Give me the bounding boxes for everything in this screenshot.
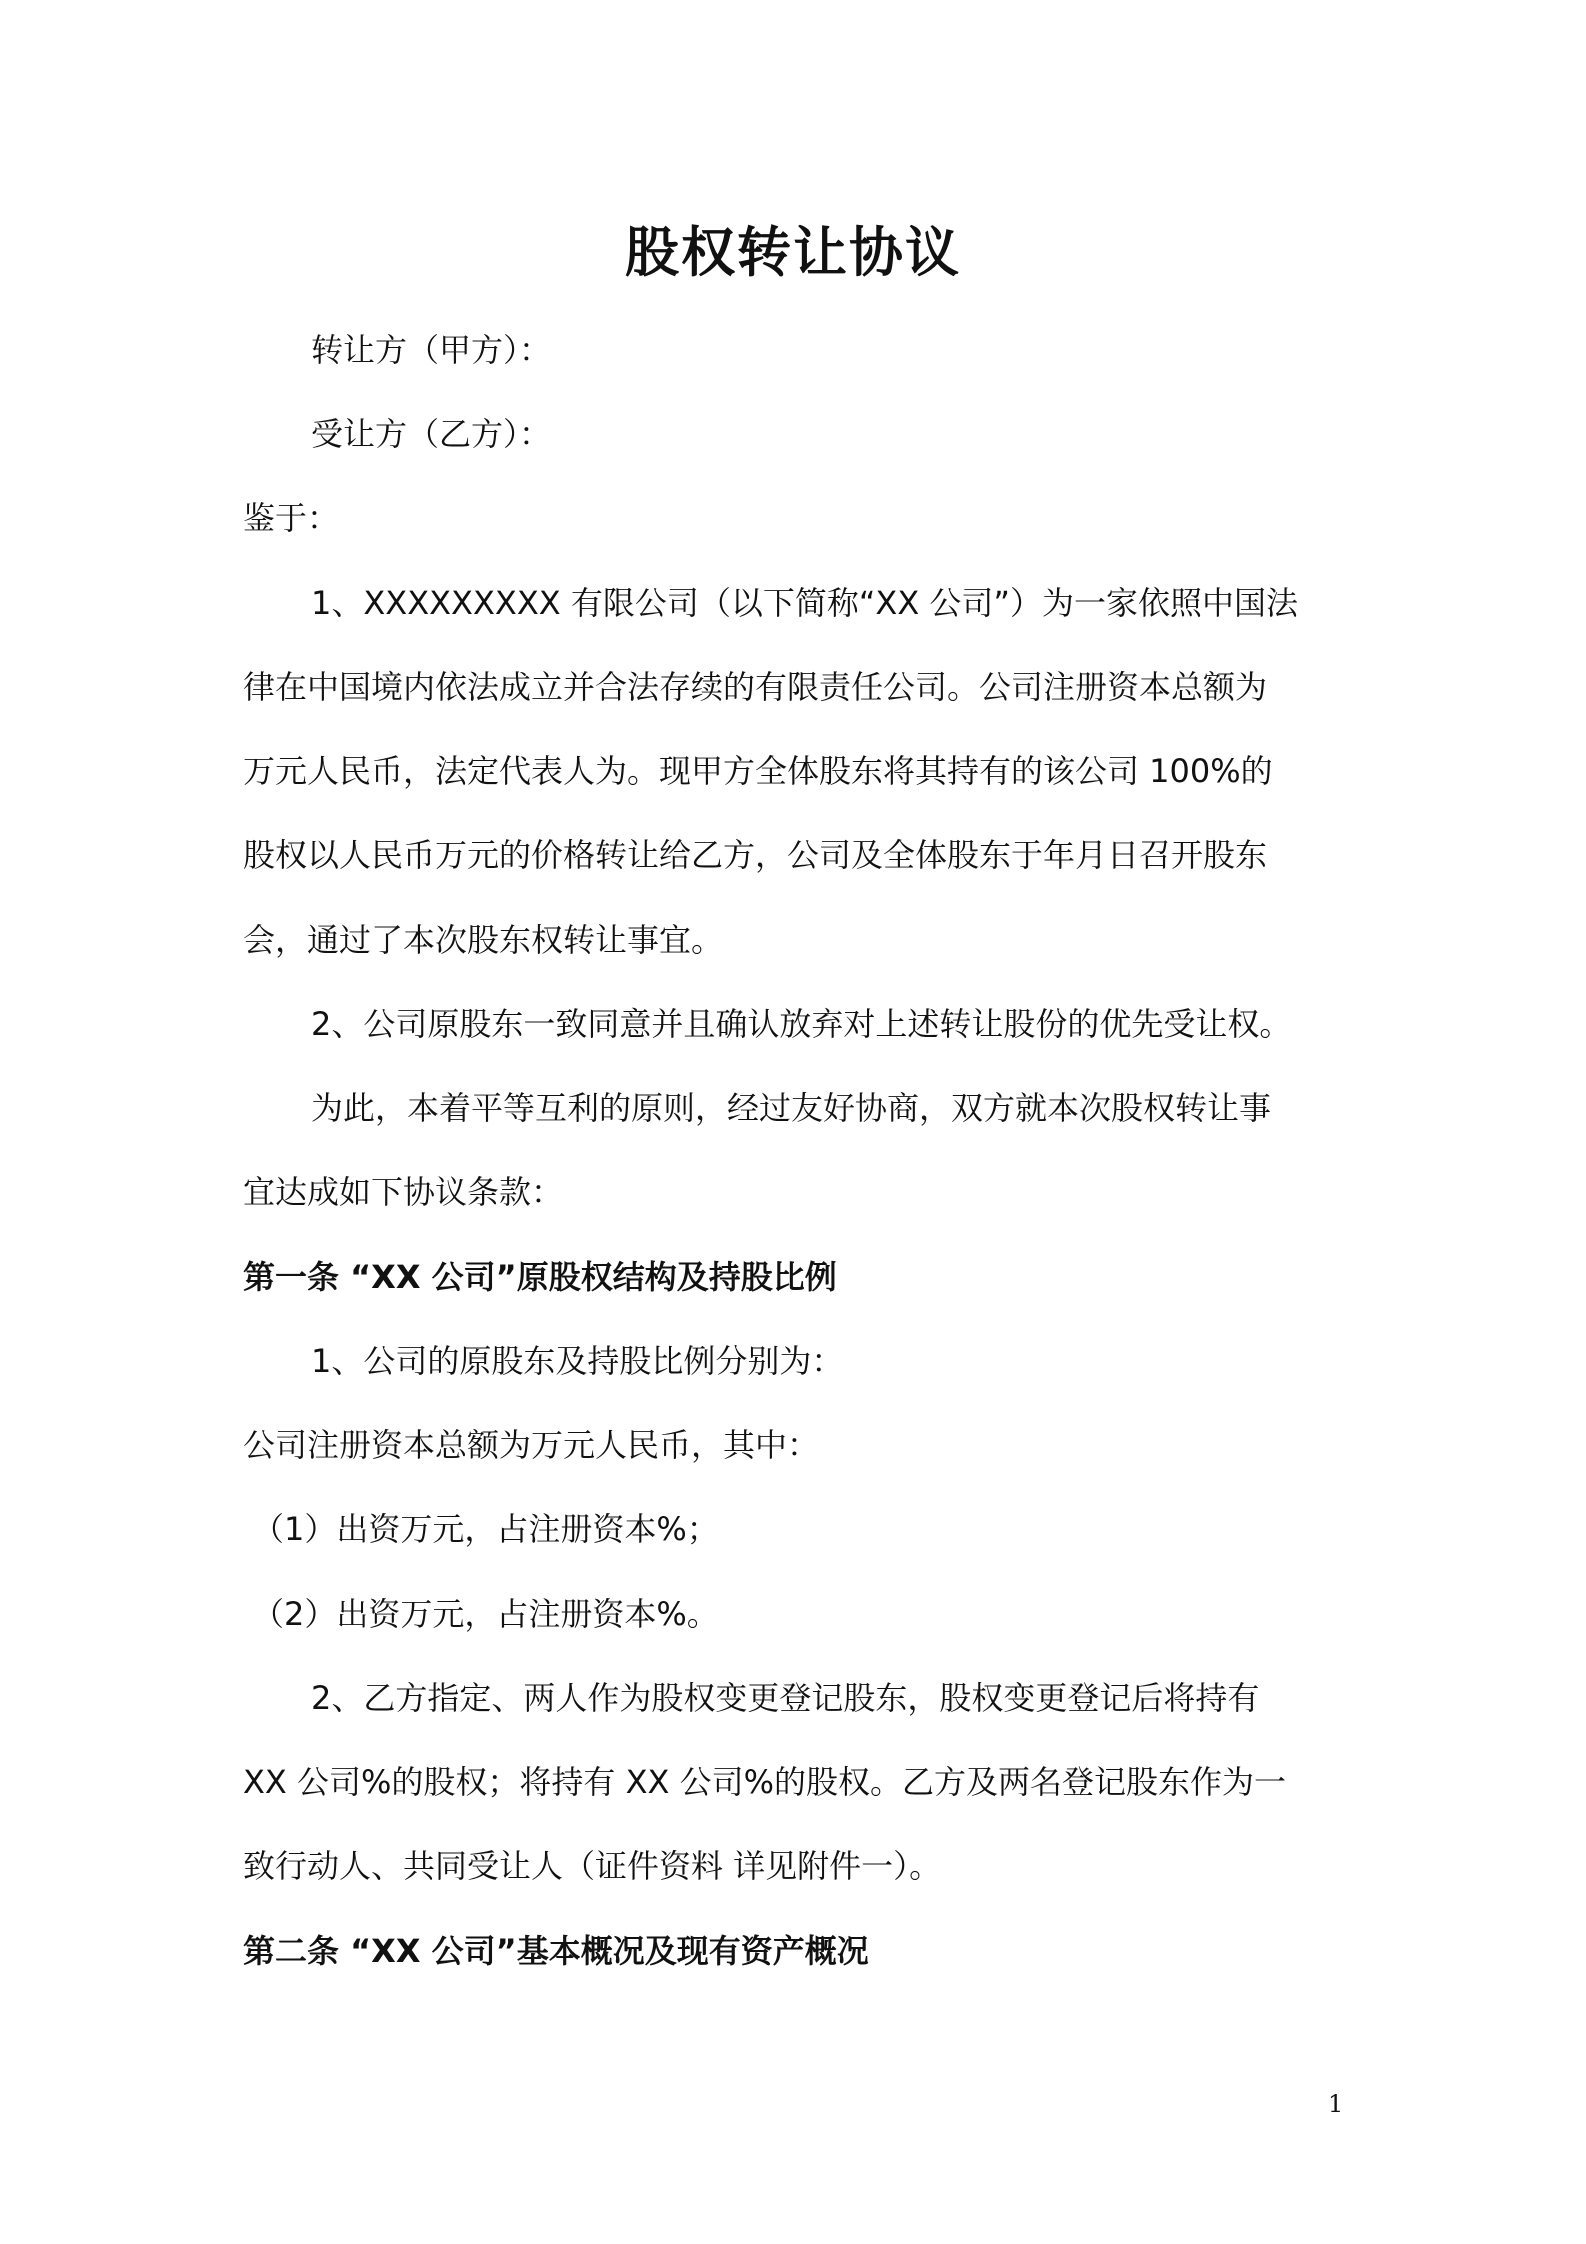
paragraph-line: 1、XXXXXXXXX 有限公司（以下简称“XX 公司”）为一家依照中国法 [311, 584, 1299, 622]
paragraph-line: 致行动人、共同受让人（证件资料 详见附件一）。 [243, 1847, 942, 1885]
transferor-line: 转让方（甲方）： [311, 331, 552, 369]
paragraph-line: 2、乙方指定、两人作为股权变更登记股东，股权变更登记后将持有 [311, 1679, 1260, 1717]
paragraph-line: 股权以人民币万元的价格转让给乙方，公司及全体股东于年月日召开股东 [243, 836, 1268, 874]
page-number: 1 [1328, 2090, 1344, 2118]
whereas-heading: 鉴于： [243, 499, 340, 537]
list-item: （2）出资万元，占注册资本%。 [252, 1595, 719, 1633]
paragraph-line: 会，通过了本次股东权转让事宜。 [243, 921, 724, 959]
paragraph-line: 2、公司原股东一致同意并且确认放弃对上述转让股份的优先受让权。 [311, 1005, 1292, 1043]
transferee-line: 受让方（乙方）： [311, 415, 552, 453]
document-title: 股权转让协议 [625, 221, 961, 284]
paragraph-line: 为此，本着平等互利的原则，经过友好协商，双方就本次股权转让事 [311, 1089, 1272, 1127]
paragraph-line: 公司注册资本总额为万元人民币，其中： [243, 1426, 820, 1464]
article-two-heading: 第二条 “XX 公司”基本概况及现有资产概况 [243, 1932, 869, 1970]
paragraph-line: 1、公司的原股东及持股比例分别为： [311, 1342, 844, 1380]
article-one-heading: 第一条 “XX 公司”原股权结构及持股比例 [243, 1258, 837, 1296]
paragraph-line: 宜达成如下协议条款： [243, 1173, 564, 1211]
paragraph-line: 万元人民币，法定代表人为。现甲方全体股东将其持有的该公司 100%的 [243, 752, 1273, 790]
paragraph-line: XX 公司%的股权；将持有 XX 公司%的股权。乙方及两名登记股东作为一 [243, 1763, 1287, 1801]
paragraph-line: 律在中国境内依法成立并合法存续的有限责任公司。公司注册资本总额为 [243, 668, 1268, 706]
list-item: （1）出资万元，占注册资本%； [252, 1510, 719, 1548]
